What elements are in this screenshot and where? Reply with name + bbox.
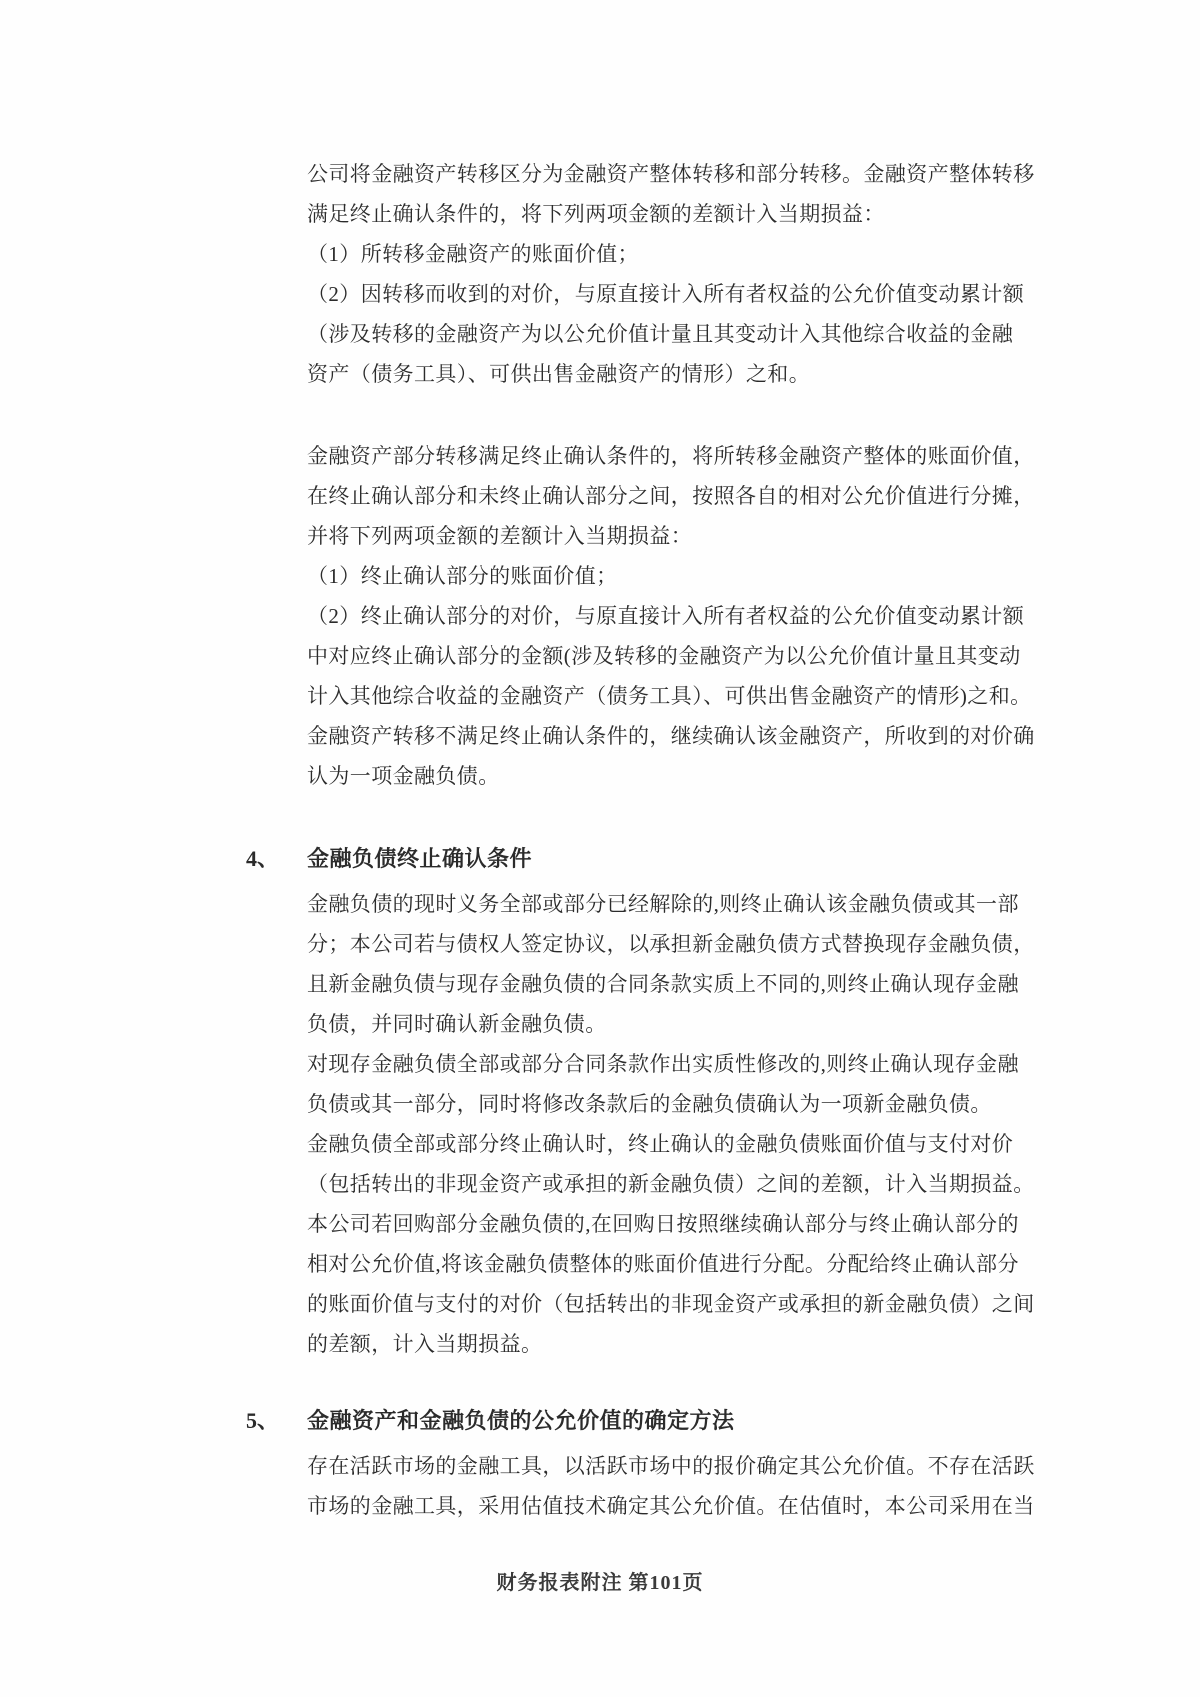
text-line: 公司将金融资产转移区分为金融资产整体转移和部分转移。金融资产整体转移	[307, 162, 1035, 186]
section-title: 金融负债终止确认条件	[307, 846, 533, 871]
text-line: （2）因转移而收到的对价，与原直接计入所有者权益的公允价值变动累计额	[307, 282, 1025, 306]
paragraph-asset-transfer-whole	[307, 154, 1047, 394]
text-line: 本公司若回购部分金融负债的,在回购日按照继续确认部分与终止确认部分的	[307, 1212, 1019, 1236]
section-heading-5	[246, 1401, 1046, 1441]
text-line: 并将下列两项金额的差额计入当期损益：	[307, 524, 693, 548]
text-line: 金融负债的现时义务全部或部分已经解除的,则终止确认该金融负债或其一部	[307, 892, 1019, 916]
section-heading-4	[246, 839, 1046, 879]
text-line: 存在活跃市场的金融工具，以活跃市场中的报价确定其公允价值。不存在活跃	[307, 1454, 1035, 1478]
text-line: 分；本公司若与债权人签定协议，以承担新金融负债方式替换现存金融负债，	[307, 932, 1035, 956]
text-line: 认为一项金融负债。	[307, 764, 500, 788]
text-line: 负债，并同时确认新金融负债。	[307, 1012, 607, 1036]
text-line: 金融负债全部或部分终止确认时，终止确认的金融负债账面价值与支付对价	[307, 1132, 1014, 1156]
section-number: 4、	[246, 846, 280, 871]
page-footer: 财务报表附注 第101页	[496, 1572, 704, 1594]
text-line: 中对应终止确认部分的金额(涉及转移的金融资产为以公允价值计量且其变动	[307, 644, 1021, 668]
text-line: （1）终止确认部分的账面价值；	[307, 564, 618, 588]
text-line: 且新金融负债与现存金融负债的合同条款实质上不同的,则终止确认现存金融	[307, 972, 1019, 996]
text-line: 相对公允价值,将该金融负债整体的账面价值进行分配。分配给终止确认部分	[307, 1252, 1019, 1276]
text-line: 市场的金融工具，采用估值技术确定其公允价值。在估值时，本公司采用在当	[307, 1494, 1035, 1518]
text-line: 的差额，计入当期损益。	[307, 1332, 543, 1356]
text-line: 对现存金融负债全部或部分合同条款作出实质性修改的,则终止确认现存金融	[307, 1052, 1019, 1076]
paragraph-fair-value-method	[307, 1446, 1047, 1526]
text-line: 金融资产部分转移满足终止确认条件的，将所转移金融资产整体的账面价值，	[307, 444, 1035, 468]
section-title: 金融资产和金融负债的公允价值的确定方法	[307, 1408, 735, 1433]
text-line: 的账面价值与支付的对价（包括转出的非现金资产或承担的新金融负债）之间	[307, 1292, 1035, 1316]
text-line: 满足终止确认条件的，将下列两项金额的差额计入当期损益：	[307, 202, 885, 226]
text-line: （1）所转移金融资产的账面价值；	[307, 242, 639, 266]
text-line: 计入其他综合收益的金融资产（债务工具）、可供出售金融资产的情形)之和。	[307, 684, 1032, 708]
text-line: 金融资产转移不满足终止确认条件的，继续确认该金融资产，所收到的对价确	[307, 724, 1035, 748]
paragraph-asset-transfer-partial	[307, 436, 1047, 796]
text-line: 在终止确认部分和未终止确认部分之间，按照各自的相对公允价值进行分摊，	[307, 484, 1035, 508]
paragraph-liability-derecognition	[307, 884, 1047, 1364]
text-line: 资产（债务工具）、可供出售金融资产的情形）之和。	[307, 362, 811, 386]
text-line: （2）终止确认部分的对价，与原直接计入所有者权益的公允价值变动累计额	[307, 604, 1025, 628]
text-line: （包括转出的非现金资产或承担的新金融负债）之间的差额，计入当期损益。	[307, 1172, 1035, 1196]
section-number: 5、	[246, 1408, 280, 1433]
text-line: （涉及转移的金融资产为以公允价值计量且其变动计入其他综合收益的金融	[307, 322, 1014, 346]
text-line: 负债或其一部分，同时将修改条款后的金融负债确认为一项新金融负债。	[307, 1092, 992, 1116]
